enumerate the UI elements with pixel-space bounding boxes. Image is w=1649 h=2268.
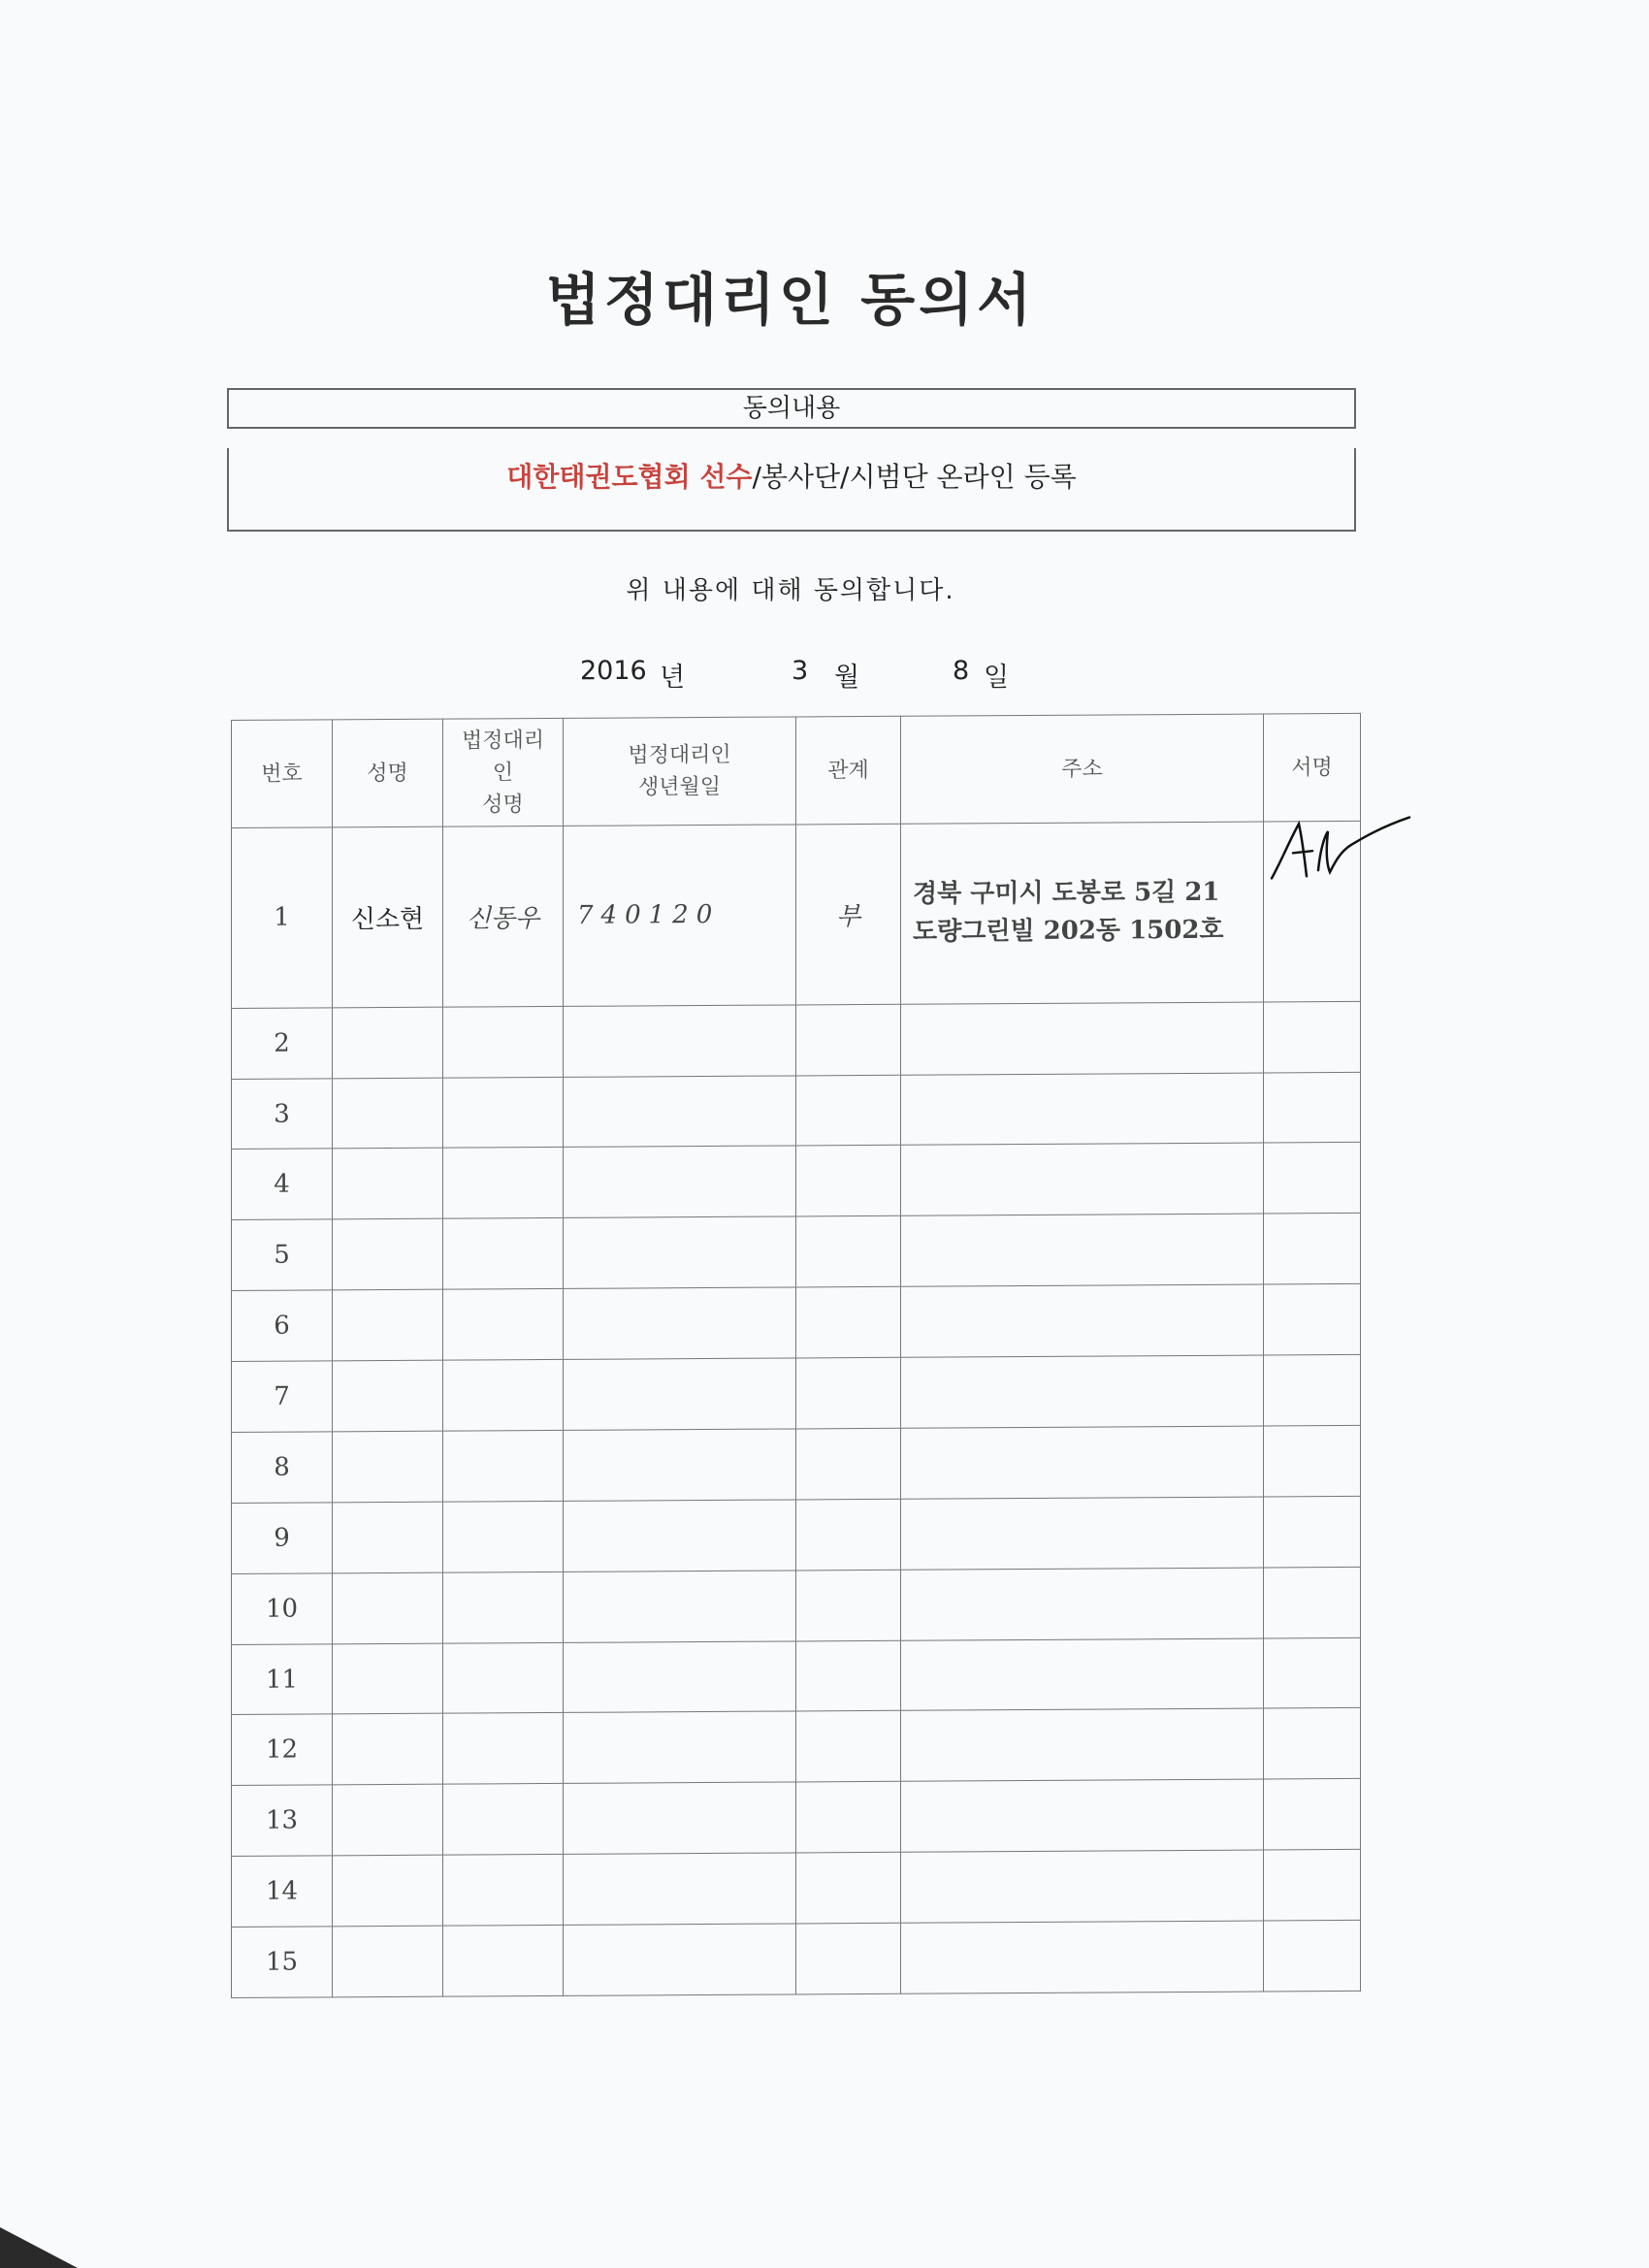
address-line1: 경북 구미시 도봉로 5길 21 (913, 878, 1220, 910)
scan-corner-fold (0, 2210, 87, 2268)
table-header-row (232, 713, 1361, 827)
table-row (232, 1637, 1361, 1715)
consent-header: 동의내용 (227, 388, 1356, 429)
row-number: 6 (232, 1290, 333, 1362)
student-name: 신소현 (333, 826, 443, 1007)
relation-handwritten: 부 (796, 824, 901, 1004)
date-year-unit: 년 (660, 663, 686, 693)
consent-rest: /봉사단/시범단 온라인 등록 (752, 461, 1077, 493)
table-row (232, 1354, 1361, 1432)
header-guardian-name-line2: 인 (492, 760, 514, 785)
header-no: 번호 (232, 720, 333, 828)
row-number: 7 (232, 1361, 333, 1433)
header-guardian-name-line3: 성명 (482, 792, 524, 817)
table-row (232, 1425, 1361, 1503)
date-year: 2016 (580, 656, 647, 686)
handwritten-signature (1264, 802, 1419, 900)
date-month: 3 (792, 656, 809, 686)
consent-highlight: 대한태권도협회 선수 (506, 461, 753, 493)
header-guardian-name-line1: 법정대리 (461, 728, 544, 754)
row-number: 1 (232, 827, 333, 1008)
table-row (232, 1284, 1361, 1362)
row-number: 12 (232, 1714, 333, 1786)
agreement-statement: 위 내용에 대해 동의합니다. (626, 576, 955, 605)
table-row (232, 1143, 1361, 1220)
guardian-registration-table (231, 713, 1361, 1998)
header-signature: 서명 (1264, 713, 1361, 822)
table-row (232, 1072, 1361, 1150)
row-number: 5 (232, 1219, 333, 1291)
table-row (232, 1001, 1361, 1079)
row-number: 3 (232, 1078, 333, 1150)
table-row (232, 1708, 1361, 1786)
row-number: 9 (232, 1503, 333, 1574)
table-row (232, 1920, 1361, 1997)
address-line2: 도량그린빌 202동 1502호 (913, 916, 1224, 948)
row-number: 8 (232, 1432, 333, 1504)
date-day: 8 (953, 656, 970, 686)
row-number: 2 (232, 1008, 333, 1080)
row-number: 4 (232, 1149, 333, 1220)
row-number: 14 (232, 1856, 333, 1928)
row-number: 10 (232, 1573, 333, 1645)
header-guardian-birth-line2: 생년월일 (637, 774, 721, 800)
header-relation: 관계 (796, 716, 901, 825)
row-number: 15 (232, 1927, 333, 1998)
guardian-name-handwritten: 신동우 (443, 826, 564, 1006)
header-guardian-birth (564, 717, 796, 826)
table-row (232, 1779, 1361, 1857)
row-number: 13 (232, 1785, 333, 1857)
address-cell (901, 822, 1264, 1004)
header-guardian-birth-line1: 법정대리인 (628, 742, 731, 768)
header-guardian-name (443, 718, 564, 826)
date-day-unit: 일 (984, 663, 1010, 693)
table-row (232, 1850, 1361, 1928)
document-title: 법정대리인 동의서 (545, 267, 1036, 333)
consent-content (227, 448, 1356, 532)
table-row (232, 1214, 1361, 1291)
header-name: 성명 (333, 719, 443, 827)
signature-cell (1264, 821, 1361, 1001)
header-address: 주소 (901, 714, 1264, 824)
guardian-birth-handwritten: 740120 (564, 825, 796, 1006)
table-row (232, 821, 1361, 1008)
table-row (232, 1496, 1361, 1573)
table-row (232, 1567, 1361, 1644)
row-number: 11 (232, 1643, 333, 1715)
date-month-unit: 월 (834, 663, 860, 693)
